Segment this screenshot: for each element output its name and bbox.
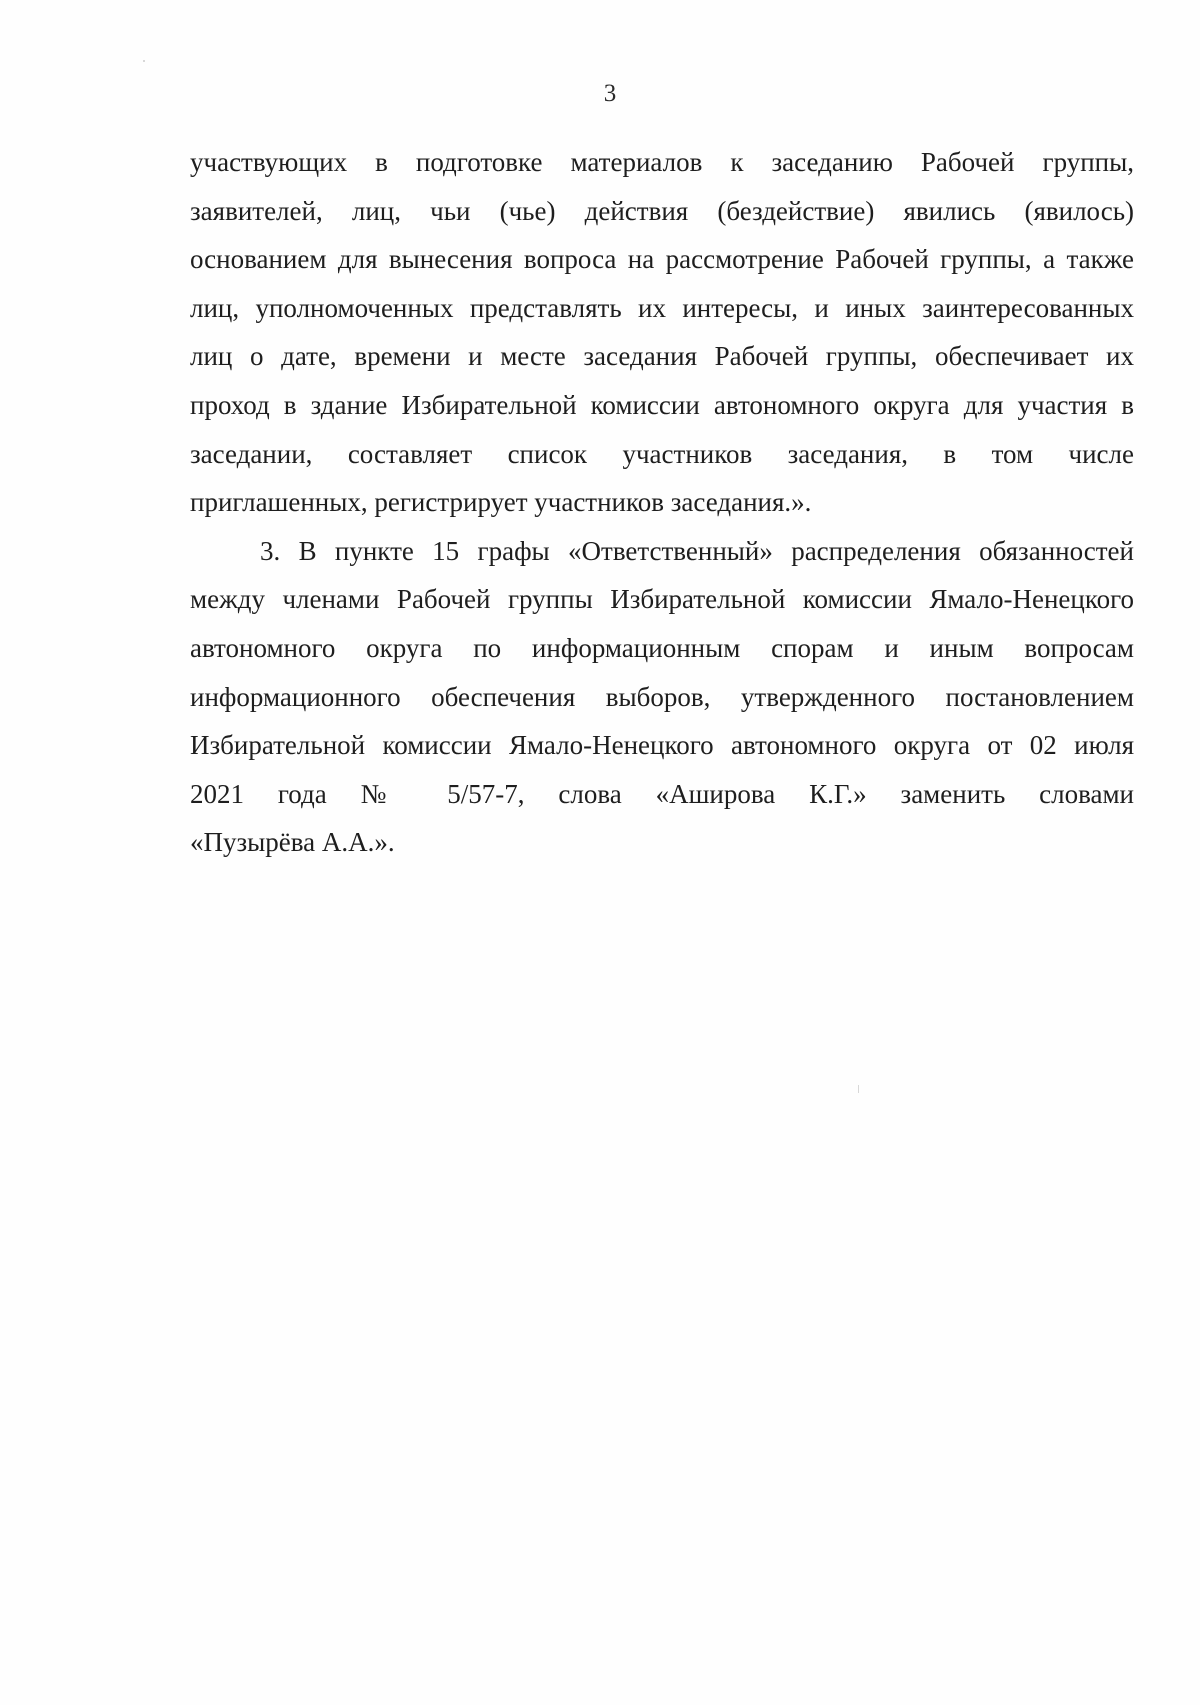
text-line: основанием для вынесения вопроса на рассмотрение Рабочей группы, а также — [190, 244, 1134, 275]
document-body — [190, 138, 1134, 867]
text-line: между членами Рабочей группы Избирательной комиссии Ямало-Ненецкого — [190, 584, 1134, 615]
text-line: Избирательной комиссии Ямало-Ненецкого автономного округа от 02 июля — [190, 730, 1134, 761]
paragraph-item-3 — [190, 527, 1134, 867]
text-line: участвующих в подготовке материалов к заседанию Рабочей группы, — [190, 147, 1134, 177]
text-line: заседании, составляет список участников заседания, в том числе — [190, 438, 1134, 469]
scan-speck — [143, 60, 145, 62]
paragraph-continuation — [190, 138, 1134, 527]
scan-speck — [858, 1085, 859, 1093]
page-number: 3 — [603, 80, 617, 107]
text-line: проход в здание Избирательной комиссии автономного округа для участия в — [190, 389, 1134, 420]
text-line: «Пузырёва А.А.». — [190, 827, 395, 858]
text-line: 2021 года № 5/57-7, слова «Аширова К.Г.» заменить словами — [190, 778, 1134, 809]
text-line: автономного округа по информационным спорам и иным вопросам — [190, 632, 1134, 663]
text-line: лиц о дате, времени и месте заседания Рабочей группы, обеспечивает их — [190, 341, 1134, 372]
text-line: заявителей, лиц, чьи (чье) действия (бездействие) явились (явилось) — [190, 195, 1134, 226]
text-line: лиц, уполномоченных представлять их интересы, и иных заинтересованных — [190, 292, 1134, 323]
text-line: информационного обеспечения выборов, утвержденного постановлением — [190, 681, 1134, 712]
text-line: приглашенных, регистрирует участников заседания.». — [190, 487, 812, 518]
text-line: 3. В пункте 15 графы «Ответственный» распределения обязанностей — [260, 535, 1134, 566]
